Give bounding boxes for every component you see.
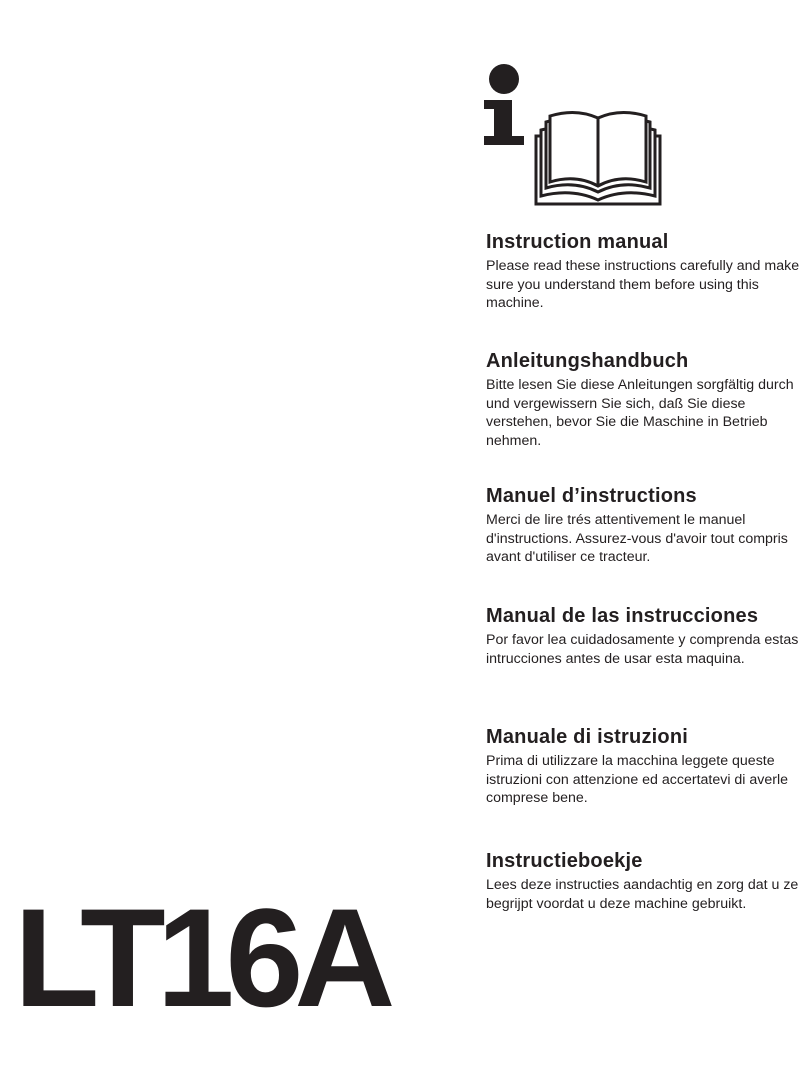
section-title: Manual de las instrucciones bbox=[486, 605, 759, 627]
info-book-icon bbox=[480, 60, 666, 210]
section-title: Instruction manual bbox=[486, 231, 669, 253]
section-french bbox=[486, 484, 802, 567]
section-title: Manuel d’instructions bbox=[486, 485, 697, 507]
section-body: Merci de lire trés attentivement le manuel d'instructions. Assurez-vous d'avoir tout compris avant d'utiliser ce tracteur. bbox=[486, 512, 788, 566]
section-body: Please read these instructions carefully and make sure you understand them before using this machine. bbox=[486, 258, 800, 312]
section-body: Prima di utilizzare la macchina leggete queste istruzioni con attenzione ed accertatevi di averle comprese bene. bbox=[486, 753, 789, 807]
section-body: Por favor lea cuidadosamente y comprenda estas intrucciones antes de usar esta maquina. bbox=[486, 632, 799, 667]
section-title: Manuale di istruzioni bbox=[486, 726, 688, 748]
section-body: Lees deze instructies aandachtig en zorg dat u ze begrijpt voordat u deze machine gebruikt. bbox=[486, 877, 799, 912]
section-title: Anleitungshandbuch bbox=[486, 350, 689, 372]
section-spanish bbox=[486, 604, 802, 668]
section-dutch bbox=[486, 849, 802, 913]
section-italian bbox=[486, 725, 802, 808]
section-english bbox=[486, 230, 802, 313]
section-body: Bitte lesen Sie diese Anleitungen sorgfältig durch und vergewissern Sie sich, daß Sie diese verstehen, bevor Sie die Maschine in Betrieb nehmen. bbox=[486, 377, 794, 450]
model-title: LT16A bbox=[14, 879, 387, 1036]
section-title: Instructieboekje bbox=[486, 850, 643, 872]
section-german bbox=[486, 349, 802, 451]
